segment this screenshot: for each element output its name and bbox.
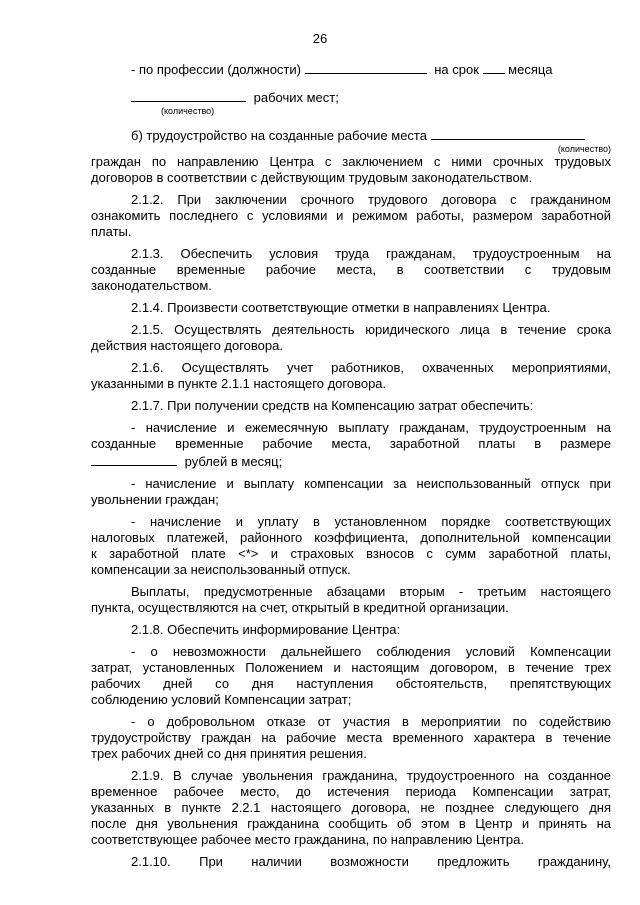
text-line: 2.1.7. При получении средств на Компенсацию затрат обеспечить:: [131, 398, 534, 413]
text-line: соответствующее рабочее место гражданина, по направлению Центра.: [91, 832, 524, 847]
text-line: платы.: [91, 224, 132, 239]
months-label: месяца: [508, 62, 553, 77]
paragraph-2-1-2: [91, 192, 611, 240]
text-line: 2.1.10. При наличии возможности предложить гражданину,: [131, 854, 611, 869]
paragraph-2-1-7-d: [91, 584, 611, 616]
text-line: 2.1.3. Обеспечить условия труда гражданам, трудоустроенным на: [131, 246, 611, 261]
paragraph-2-1-7: [91, 398, 611, 414]
workplaces-label: рабочих мест;: [253, 90, 339, 105]
salary-blank: [91, 452, 177, 466]
text-line: 2.1.8. Обеспечить информирование Центра:: [131, 622, 401, 637]
text-line: временное рабочее место, до истечения периода Компенсации затрат,: [91, 784, 611, 799]
document-body: [91, 60, 611, 870]
text-line: 2.1.4. Произвести соответствующие отметки в направлениях Центра.: [131, 300, 551, 315]
page-number: 26: [312, 31, 328, 46]
text-line: - начисление и выплату компенсации за неиспользованный отпуск при: [131, 476, 611, 491]
workplaces-line: [91, 88, 611, 106]
text-line: увольнении граждан;: [91, 492, 219, 507]
text-line: 2.1.9. В случае увольнения гражданина, трудоустроенного на созданное: [131, 768, 611, 783]
salary-line: [91, 452, 611, 470]
text-line: - начисление и уплату в установленном порядке соответствующих: [131, 514, 611, 529]
text-line: договоров в соответствии с действующим трудовым законодательством.: [91, 170, 533, 185]
paragraph-2-1-5: [91, 322, 611, 354]
profession-prefix: - по профессии (должности): [131, 62, 301, 77]
text-line: соблюдению условий Компенсации затрат;: [91, 692, 352, 707]
paragraph-2-1-10: [91, 854, 611, 870]
text-line: - о добровольном отказе от участия в мероприятии по содействию: [131, 714, 611, 729]
text-line: компенсации за неиспользованный отпуск.: [91, 562, 351, 577]
text-line: указанными в пункте 2.1.1 настоящего договора.: [91, 376, 387, 391]
months-blank: [483, 60, 505, 74]
item-b-blank: [431, 126, 585, 140]
text-line: ознакомить последнего с условиями и режимом работы, размером заработной: [91, 208, 611, 223]
text-line: Выплаты, предусмотренные абзацами вторым - третьим настоящего: [131, 584, 611, 599]
text-line: трех рабочих дней со дня принятия решения.: [91, 746, 367, 761]
paragraph-2-1-7-b: [91, 476, 611, 508]
profession-line: [91, 60, 611, 78]
text-line: 2.1.5. Осуществлять деятельность юридического лица в течение срока: [131, 322, 611, 337]
item-b-line: [91, 126, 611, 144]
paragraph-2-1-9: [91, 768, 611, 848]
text-line: созданные временные рабочие места, заработной платы в размере: [91, 436, 611, 451]
paragraph-2-1-8: [91, 622, 611, 638]
item-b-note: (количество): [557, 144, 611, 154]
text-line: действия настоящего договора.: [91, 338, 283, 353]
text-line: указанных в пункте 2.2.1 настоящего договора, не позднее следующего дня: [91, 800, 611, 815]
text-line: - о невозможности дальнейшего соблюдения условий Компенсации: [131, 644, 611, 659]
text-line: рабочих дней со дня наступления обстоятельств, препятствующих: [91, 676, 611, 691]
salary-label: рублей в месяц;: [184, 454, 283, 469]
paragraph-2-1-8-b: [91, 714, 611, 762]
item-b-continuation: [91, 154, 611, 186]
paragraph-2-1-7-c: [91, 514, 611, 578]
text-line: трудоустройству граждан на рабочие места временного характера в течение: [91, 730, 611, 745]
text-line: 2.1.2. При заключении срочного трудового договора с гражданином: [131, 192, 611, 207]
paragraph-2-1-7-a: [91, 420, 611, 470]
text-line: созданные временные рабочие места, в соответствии с трудовым: [91, 262, 611, 277]
item-b-text: б) трудоустройство на созданные рабочие места: [131, 128, 427, 143]
paragraph-2-1-8-a: [91, 644, 611, 708]
text-line: налоговых платежей, районного коэффициента, дополнительной компенсации: [91, 530, 611, 545]
text-line: граждан по направлению Центра с заключением с ними срочных трудовых: [91, 154, 611, 169]
paragraph-2-1-3: [91, 246, 611, 294]
text-line: 2.1.6. Осуществлять учет работников, охваченных мероприятиями,: [131, 360, 611, 375]
text-line: законодательством.: [91, 278, 212, 293]
term-label: на срок: [434, 62, 479, 77]
text-line: - начисление и ежемесячную выплату гражданам, трудоустроенным на: [131, 420, 611, 435]
text-line: пункта, осуществляются на счет, открытый в кредитной организации.: [91, 600, 509, 615]
paragraph-2-1-4: [91, 300, 611, 316]
profession-blank: [305, 60, 427, 74]
text-line: затрат, установленных Положением и настоящим договором, в течение трех: [91, 660, 611, 675]
paragraph-2-1-6: [91, 360, 611, 392]
text-line: к заработной плате <*> и страховых взносов с сумм заработной платы,: [91, 546, 611, 561]
workplaces-blank: [131, 88, 246, 102]
text-line: после дня увольнения гражданина сообщить об этом в Центр и принять на: [91, 816, 611, 831]
workplaces-note: (количество): [161, 106, 215, 116]
